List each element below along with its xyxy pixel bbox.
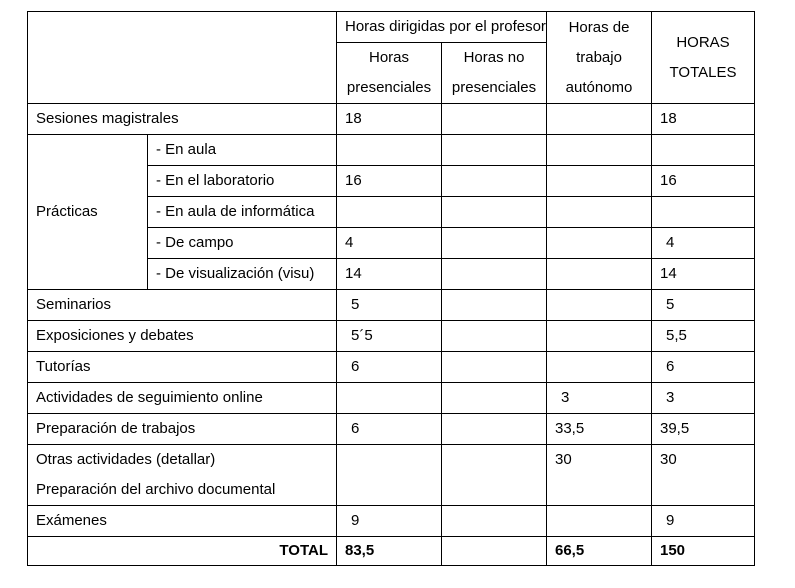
cell-autonomo [547, 506, 652, 537]
row-sublabel: - En el laboratorio [148, 166, 337, 197]
practicas-label: Prácticas [28, 135, 148, 290]
cell-totales: 9 [652, 506, 755, 537]
cell-totales: 5 [652, 290, 755, 321]
cell-totales: 18 [652, 104, 755, 135]
table-row [28, 383, 755, 414]
cell-autonomo: 33,5 [547, 414, 652, 445]
cell-no-presenciales [442, 290, 547, 321]
cell-presenciales [337, 383, 442, 414]
header-no-presenciales-line2: presenciales [451, 79, 537, 96]
header-autonomo-line2: trabajo [576, 48, 622, 66]
table-row [28, 414, 755, 445]
cell-autonomo: 30 [547, 445, 652, 506]
hours-table-container [27, 11, 755, 566]
cell-autonomo: 3 [547, 383, 652, 414]
header-empty-cell [28, 12, 337, 104]
cell-autonomo [547, 352, 652, 383]
cell-no-presenciales [442, 197, 547, 228]
cell-presenciales: 16 [337, 166, 442, 197]
table-row [28, 290, 755, 321]
header-no-presenciales [442, 43, 547, 104]
cell-presenciales: 5´5 [337, 321, 442, 352]
row-label-line1: Otras actividades (detallar) [36, 451, 216, 468]
cell-no-presenciales [442, 383, 547, 414]
cell-no-presenciales [442, 135, 547, 166]
cell-presenciales: 18 [337, 104, 442, 135]
header-autonomo-line3: autónomo [565, 78, 633, 96]
cell-totales: 14 [652, 259, 755, 290]
cell-presenciales: 6 [337, 352, 442, 383]
cell-totales: 4 [652, 228, 755, 259]
header-totales-line2: TOTALES [669, 63, 737, 81]
cell-presenciales: 5 [337, 290, 442, 321]
total-row [28, 537, 755, 566]
cell-autonomo [547, 259, 652, 290]
cell-totales [652, 135, 755, 166]
cell-autonomo [547, 135, 652, 166]
cell-autonomo [547, 228, 652, 259]
cell-autonomo [547, 104, 652, 135]
header-no-presenciales-line1: Horas no [463, 49, 525, 66]
row-sublabel: - En aula [148, 135, 337, 166]
row-label: Seminarios [28, 290, 337, 321]
header-autonomo [547, 12, 652, 104]
cell-no-presenciales [442, 414, 547, 445]
cell-no-presenciales [442, 352, 547, 383]
cell-no-presenciales [442, 445, 547, 506]
cell-presenciales: 4 [337, 228, 442, 259]
row-sublabel: - De campo [148, 228, 337, 259]
cell-presenciales: 9 [337, 506, 442, 537]
table-row [28, 135, 755, 166]
row-sublabel: - En aula de informática [148, 197, 337, 228]
cell-presenciales [337, 135, 442, 166]
cell-no-presenciales [442, 166, 547, 197]
cell-presenciales [337, 445, 442, 506]
cell-autonomo [547, 197, 652, 228]
total-no-presenciales [442, 537, 547, 566]
row-label-multiline [28, 445, 337, 506]
row-label: Preparación de trabajos [28, 414, 337, 445]
cell-autonomo [547, 290, 652, 321]
cell-no-presenciales [442, 321, 547, 352]
cell-autonomo [547, 321, 652, 352]
cell-presenciales [337, 197, 442, 228]
cell-no-presenciales [442, 259, 547, 290]
header-autonomo-line1: Horas de [568, 18, 630, 36]
header-totales-line1: HORAS [676, 33, 730, 51]
cell-presenciales: 14 [337, 259, 442, 290]
total-presenciales: 83,5 [337, 537, 442, 566]
header-totales [652, 12, 755, 104]
cell-no-presenciales [442, 228, 547, 259]
header-presenciales-line1: Horas [368, 49, 409, 66]
total-label: TOTAL [28, 537, 337, 566]
table-row [28, 352, 755, 383]
table-row [28, 104, 755, 135]
table-row [28, 321, 755, 352]
cell-totales: 3 [652, 383, 755, 414]
cell-no-presenciales [442, 104, 547, 135]
row-label: Exámenes [28, 506, 337, 537]
row-label-line2: Preparación del archivo documental [36, 481, 276, 498]
cell-totales: 5,5 [652, 321, 755, 352]
header-presenciales [337, 43, 442, 104]
cell-presenciales: 6 [337, 414, 442, 445]
row-label: Actividades de seguimiento online [28, 383, 337, 414]
total-autonomo: 66,5 [547, 537, 652, 566]
row-label: Tutorías [28, 352, 337, 383]
cell-totales: 39,5 [652, 414, 755, 445]
header-row-1 [28, 12, 755, 43]
table-row [28, 445, 755, 506]
cell-no-presenciales [442, 506, 547, 537]
cell-totales: 16 [652, 166, 755, 197]
cell-totales: 30 [652, 445, 755, 506]
cell-autonomo [547, 166, 652, 197]
row-sublabel: - De visualización (visu) [148, 259, 337, 290]
cell-totales: 6 [652, 352, 755, 383]
hours-table [27, 11, 755, 566]
table-row [28, 506, 755, 537]
header-presenciales-line2: presenciales [346, 79, 432, 96]
total-totales: 150 [652, 537, 755, 566]
cell-totales [652, 197, 755, 228]
row-label: Sesiones magistrales [28, 104, 337, 135]
row-label: Exposiciones y debates [28, 321, 337, 352]
header-group-label: Horas dirigidas por el profesor [337, 12, 547, 43]
